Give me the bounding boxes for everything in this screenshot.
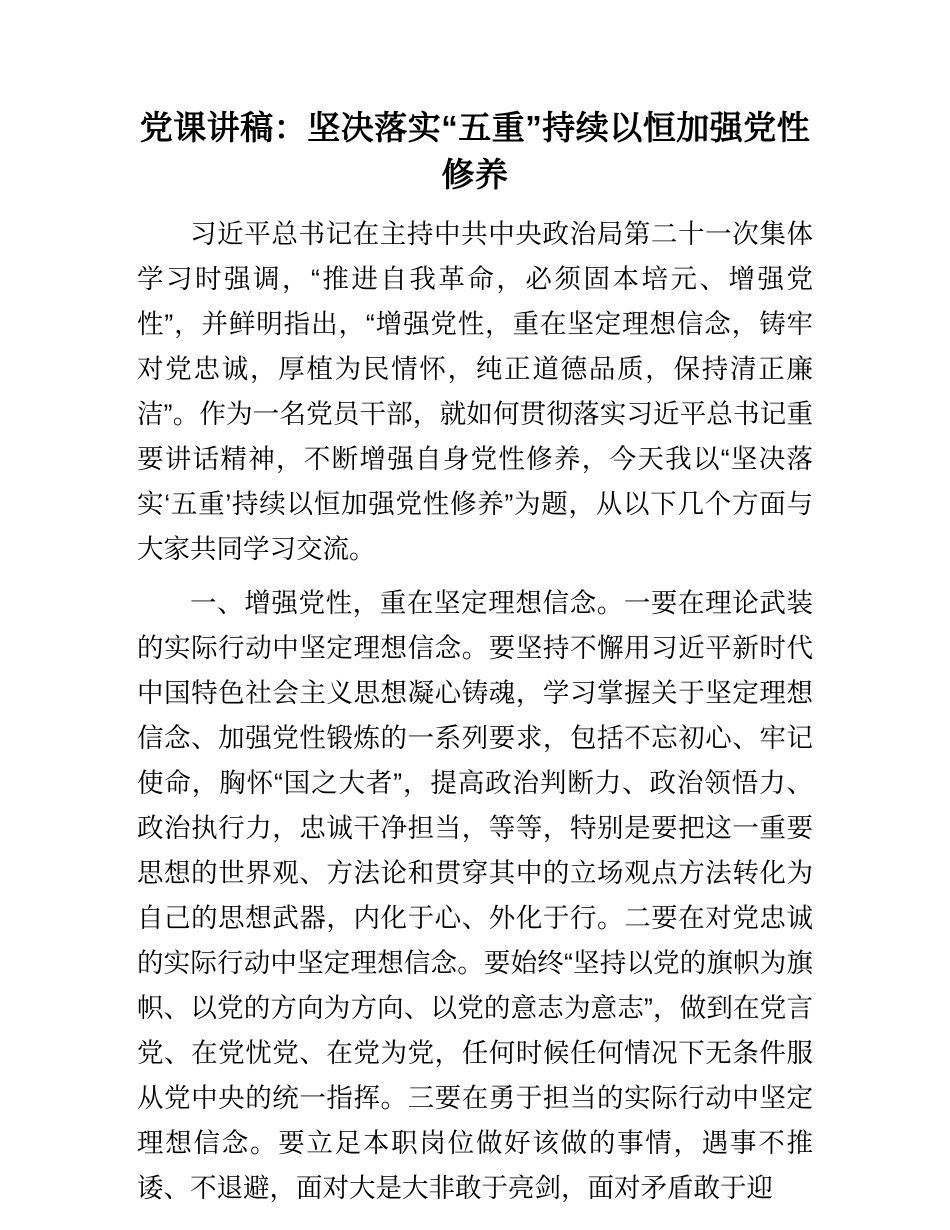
document-title: 党课讲稿：坚决落实“五重”持续以恒加强党性修养 — [139, 109, 811, 193]
paragraph: 习近平总书记在主持中共中央政治局第二十一次集体学习时强调，“推进自我革命，必须固本培元、增强党性”，并鲜明指出，“增强党性，重在坚定理想信念，铸牢对党忠诚，厚植为民情怀，纯正道德品质，保持清正廉洁”。作为一名党员干部，就如何贯彻落实习近平总书记重要讲话精神，不断增强自身党性修养，今天我以“坚决落实‘五重’持续以恒加强党性修养”为题，从以下几个方面与大家共同学习交流。 — [137, 219, 813, 564]
document-body — [137, 212, 813, 1211]
paragraph: 一、增强党性，重在坚定理想信念。一要在理论武装的实际行动中坚定理想信念。要坚持不懈用习近平新时代中国特色社会主义思想凝心铸魂，学习掌握关于坚定理想信念、加强党性锻炼的一系列要求，包括不忘初心、牢记使命，胸怀“国之大者”，提高政治判断力、政治领悟力、政治执行力，忠诚干净担当，等等，特别是要把这一重要思想的世界观、方法论和贯穿其中的立场观点方法转化为自己的思想武器，内化于心、外化于行。二要在对党忠诚的实际行动中坚定理想信念。要始终“坚持以党的旗帜为旗帜、以党的方向为方向、以党的意志为意志”，做到在党言党、在党忧党、在党为党，任何时候任何情况下无条件服从党中央的统一指挥。三要在勇于担当的实际行动中坚定理想信念。要立足本职岗位做好该做的事情，遇事不推诿、不退避，面对大是大非敢于亮剑，面对矛盾敢于迎 — [137, 588, 813, 1203]
